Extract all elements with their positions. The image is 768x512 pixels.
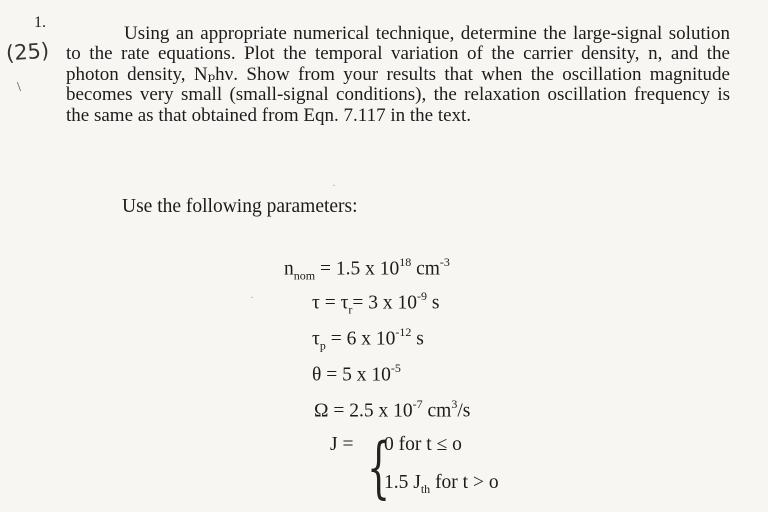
parameters-intro: Use the following parameters: [122, 196, 358, 217]
equation-j-lhs: J = [330, 434, 354, 455]
n-nom-exponent: 18 [399, 255, 412, 269]
problem-number: 1. [34, 14, 46, 31]
j-case-2-subscript: th [420, 481, 431, 496]
n-nom-unit: cm [411, 258, 440, 280]
n-nom-subscript: nom [293, 268, 316, 283]
tau-p-subscript: p [319, 338, 326, 353]
n-nom-unit-exponent: -3 [439, 255, 450, 269]
omega-exponent: -7 [412, 397, 423, 411]
tau-p-symbol: τ [312, 328, 320, 350]
n-nom-value: = 1.5 x 10 [315, 258, 400, 280]
equation-theta [312, 362, 401, 387]
handwritten-margin-mark: \ [17, 80, 21, 95]
scan-speck: · [332, 178, 336, 192]
omega-unit-tail: /s [457, 400, 471, 422]
tau-exponent: -9 [417, 289, 428, 303]
theta-exponent: -5 [390, 361, 401, 375]
theta-value: θ = 5 x 10 [312, 364, 391, 386]
scan-speck: · [250, 290, 254, 304]
equation-j-case-2 [384, 472, 499, 497]
piecewise-brace-icon: { [367, 429, 391, 506]
omega-value: Ω = 2.5 x 10 [314, 400, 413, 422]
tau-value: = 3 x 10 [352, 292, 418, 314]
equation-tau [312, 290, 440, 317]
j-case-2-value: 1.5 J [384, 472, 421, 493]
tau-p-exponent: -12 [395, 325, 412, 339]
tau-subscript: r [348, 302, 353, 317]
tau-p-unit: s [411, 328, 424, 350]
problem-statement: Using an appropriate numerical technique, determine the large-signal solution to the rate equations. Plot the temporal variation of the carrier density, n, and the photon density, Nₚhν. Show from your results that when the oscillation magnitude becomes very small (small-signal conditions), the relaxation oscillation frequency is the same as that obtained from Eqn. 7.117 in the text. [66, 23, 730, 126]
j-case-2-condition: for t > o [430, 472, 499, 493]
n-nom-symbol: n [284, 258, 294, 280]
equation-n-nom [284, 256, 450, 283]
tau-lhs: τ = τ [312, 292, 349, 314]
omega-unit: cm [422, 400, 452, 422]
handwritten-points: (25) [5, 38, 50, 66]
tau-unit: s [427, 292, 440, 314]
equation-tau-p [312, 326, 424, 353]
equation-j-case-1: 0 for t ≤ o [384, 434, 462, 455]
equation-omega [314, 398, 470, 423]
tau-p-value: = 6 x 10 [325, 328, 396, 350]
omega-unit-exponent: 3 [451, 397, 458, 411]
